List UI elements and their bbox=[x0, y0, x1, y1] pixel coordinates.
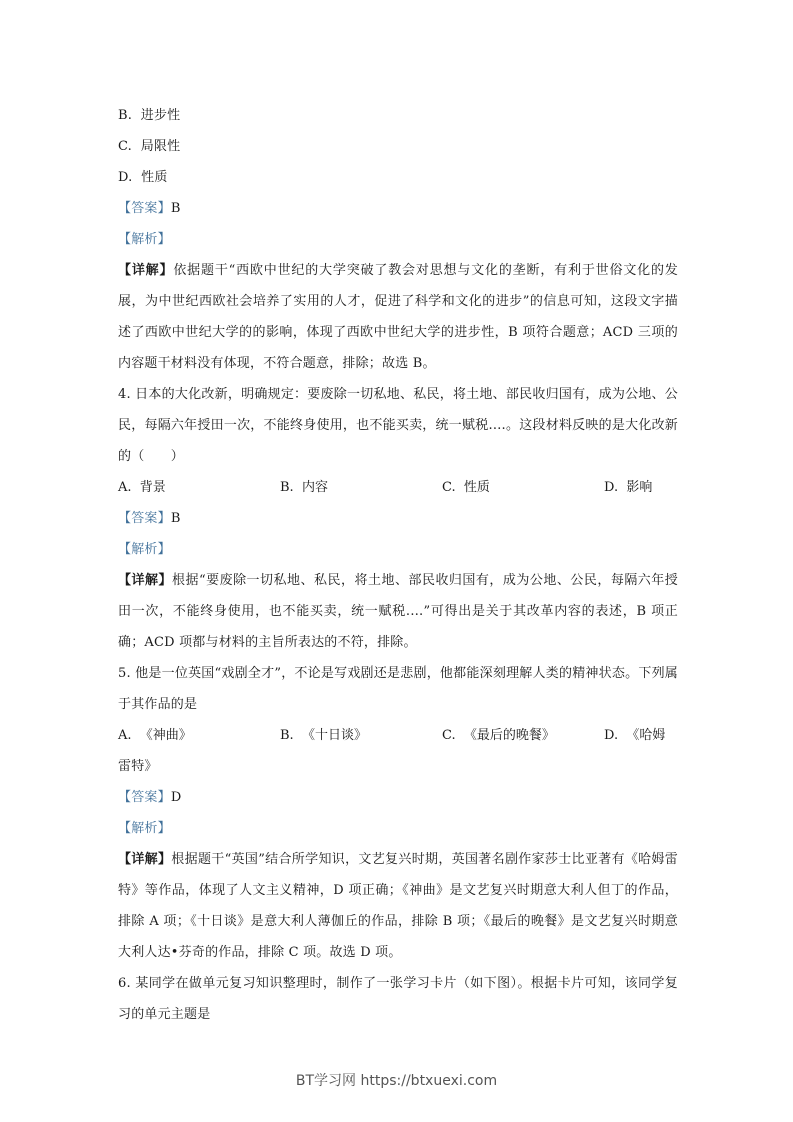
answer-value: B bbox=[170, 511, 181, 526]
footer-watermark: BT学习网 https://btxuexi.com bbox=[295, 1073, 498, 1089]
q5-option-a: A. 《神曲》 bbox=[118, 728, 192, 743]
q4-answer bbox=[118, 503, 678, 534]
q4-option-c: C. 性质 bbox=[442, 480, 490, 495]
q3-answer bbox=[118, 193, 678, 224]
q5-option-c: C. 《最后的晚餐》 bbox=[442, 728, 555, 743]
q4-option-d: D. 影响 bbox=[604, 480, 653, 495]
q5-option-d-wrap: 雷特》 bbox=[118, 759, 158, 774]
q5-stem: 5. 他是一位英国“戏剧全才”，不论是写戏剧还是悲剧，他都能深刻理解人类的精神状态。下列属于其作品的是 bbox=[118, 666, 678, 712]
q4-detail bbox=[118, 565, 678, 658]
analysis-label: 【解析】 bbox=[118, 542, 171, 557]
q3-detail bbox=[118, 255, 678, 379]
q4-options bbox=[118, 472, 678, 503]
detail-text: 根据题干“英国”结合所学知识，文艺复兴时期，英国著名剧作家莎士比亚著有《哈姆雷特》等作品，体现了人文主义精神，D 项正确；《神曲》是文艺复兴时期意大利人但丁的作品，排除 A 项；《十日谈》是意大利人薄伽丘的作品，排除 B 项；《最后的晚餐》是文艺复兴时期意大利人达•芬奇的作品，排除 C 项。故选 D 项。 bbox=[118, 852, 678, 960]
q3-option-c: C. 局限性 bbox=[118, 139, 181, 154]
q5-option-b: B. 《十日谈》 bbox=[280, 728, 367, 743]
detail-label: 【详解】 bbox=[118, 263, 174, 278]
answer-label: 【答案】 bbox=[118, 511, 171, 526]
analysis-label: 【解析】 bbox=[118, 232, 171, 247]
detail-text: 根据“要废除一切私地、私民，将土地、部民收归国有，成为公地、公民，每隔六年授田一次，不能终身使用，也不能买卖，统一赋税.…”可得出是关于其改革内容的表述，B 项正确；ACD 项都与材料的主旨所表达的不符，排除。 bbox=[118, 573, 678, 650]
document-page bbox=[118, 100, 678, 1030]
q4-analysis-heading bbox=[118, 534, 678, 565]
q5-options bbox=[118, 720, 678, 751]
q4-stem: 4. 日本的大化改新，明确规定：要废除一切私地、私民，将土地、部民收归国有，成为公地、公民，每隔六年授田一次，不能终身使用，也不能买卖，统一赋税.…。这段材料反映的是大化改新的（ ） bbox=[118, 387, 678, 464]
q3-analysis-heading bbox=[118, 224, 678, 255]
detail-label: 【详解】 bbox=[118, 573, 172, 588]
detail-label: 【详解】 bbox=[118, 852, 172, 867]
answer-label: 【答案】 bbox=[118, 790, 171, 805]
answer-value: B bbox=[170, 201, 181, 216]
answer-value: D bbox=[170, 790, 182, 805]
answer-label: 【答案】 bbox=[118, 201, 171, 216]
q4-option-a: A. 背景 bbox=[118, 480, 166, 495]
analysis-label: 【解析】 bbox=[118, 821, 171, 836]
q4-option-b: B. 内容 bbox=[280, 480, 328, 495]
q6-stem: 6. 某同学在做单元复习知识整理时，制作了一张学习卡片（如下图）。根据卡片可知，该同学复习的单元主题是 bbox=[118, 976, 678, 1022]
detail-text: 依据题干“西欧中世纪的大学突破了教会对思想与文化的垄断，有利于世俗文化的发展，为中世纪西欧社会培养了实用的人才，促进了科学和文化的进步”的信息可知，这段文字描述了西欧中世纪大学的的影响，体现了西欧中世纪大学的进步性，B 项符合题意；ACD 三项的内容题干材料没有体现，不符合题意，排除；故选 B。 bbox=[118, 263, 679, 371]
q5-answer bbox=[118, 782, 678, 813]
q5-detail bbox=[118, 844, 678, 968]
q3-option-d: D. 性质 bbox=[118, 170, 168, 185]
q3-option-b: B. 进步性 bbox=[118, 108, 181, 123]
q5-option-d: D. 《哈姆 bbox=[604, 728, 666, 743]
q5-analysis-heading bbox=[118, 813, 678, 844]
